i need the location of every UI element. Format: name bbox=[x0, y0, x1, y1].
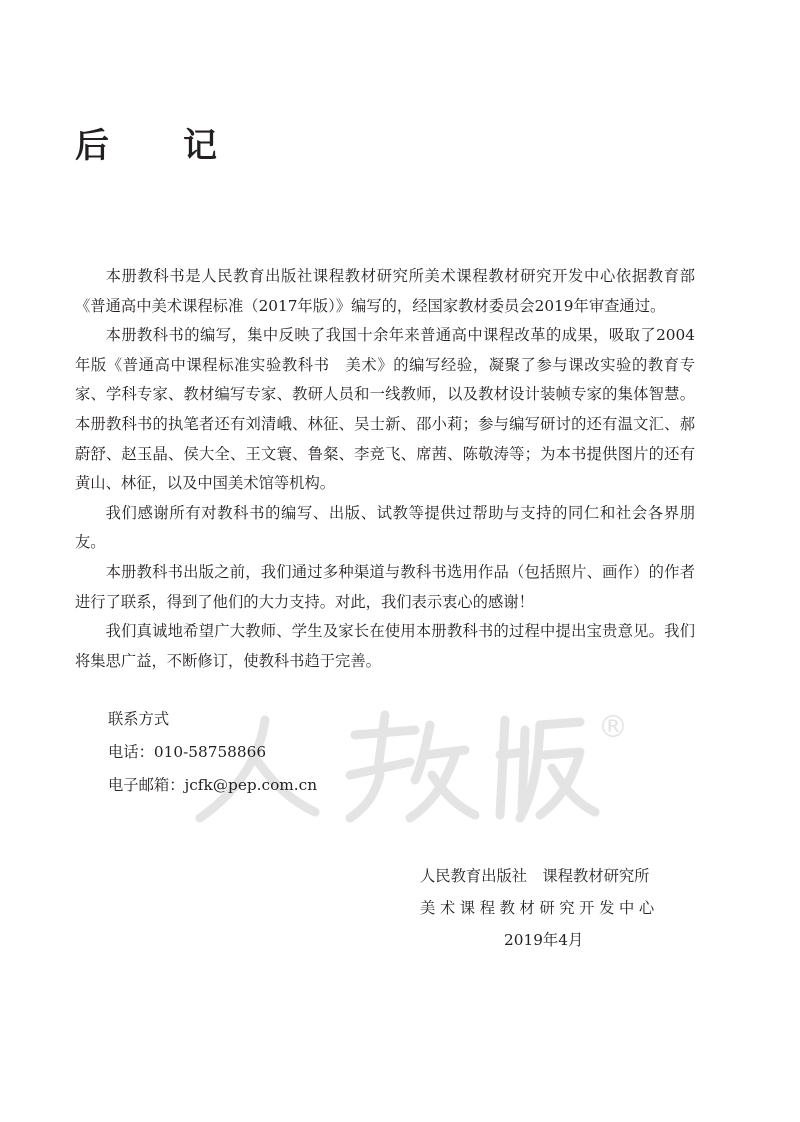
paragraph-4: 本册教科书出版之前，我们通过多种渠道与教科书选用作品（包括照片、画作）的作者进行了联系，得到了他们的大力支持。对此，我们表示衷心的感谢！ bbox=[75, 562, 695, 611]
signature-publisher: 人民教育出版社 课程教材研究所 bbox=[420, 867, 650, 885]
afterword-body bbox=[75, 262, 695, 676]
paragraph-2: 本册教科书的编写，集中反映了我国十余年来普通高中课程改革的成果，吸取了2004年版《普通高中课程标准实验教科书 美术》的编写经验，凝聚了参与课改实验的教育专家、学科专家、教材编写专家、教研人员和一线教师，以及教材设计装帧专家的集体智慧。本册教科书的执笔者还有刘清峨、林征、吴士新、邵小莉；参与编写研讨的还有温文汇、郝蔚舒、赵玉晶、侯大全、王文寰、鲁粲、李竞飞、席茜、陈敬涛等；为本书提供图片的还有黄山、林征，以及中国美术馆等机构。 bbox=[75, 326, 695, 493]
contact-info bbox=[108, 703, 317, 802]
paragraph-3: 我们感谢所有对教科书的编写、出版、试教等提供过帮助与支持的同仁和社会各界朋友。 bbox=[75, 503, 695, 552]
contact-heading: 联系方式 bbox=[108, 710, 170, 728]
page-title: 后 记 bbox=[75, 126, 237, 166]
signature-date: 2019年4月 bbox=[504, 931, 584, 949]
paragraph-1: 本册教科书是人民教育出版社课程教材研究所美术课程教材研究开发中心依据教育部《普通高中美术课程标准（2017年版）》编写的，经国家教材委员会2019年审查通过。 bbox=[75, 267, 695, 315]
signature-center: 美术课程教材研究开发中心 bbox=[420, 899, 659, 917]
contact-phone: 电话：010-58758866 bbox=[108, 743, 267, 761]
registered-mark: ® bbox=[598, 710, 628, 745]
paragraph-5: 我们真诚地希望广大教师、学生及家长在使用本册教科书的过程中提出宝贵意见。我们将集思广益，不断修订，使教科书趋于完善。 bbox=[75, 622, 695, 670]
signature-block bbox=[420, 860, 680, 956]
contact-email: 电子邮箱：jcfk@pep.com.cn bbox=[108, 776, 318, 794]
watermark-text bbox=[180, 700, 183, 701]
